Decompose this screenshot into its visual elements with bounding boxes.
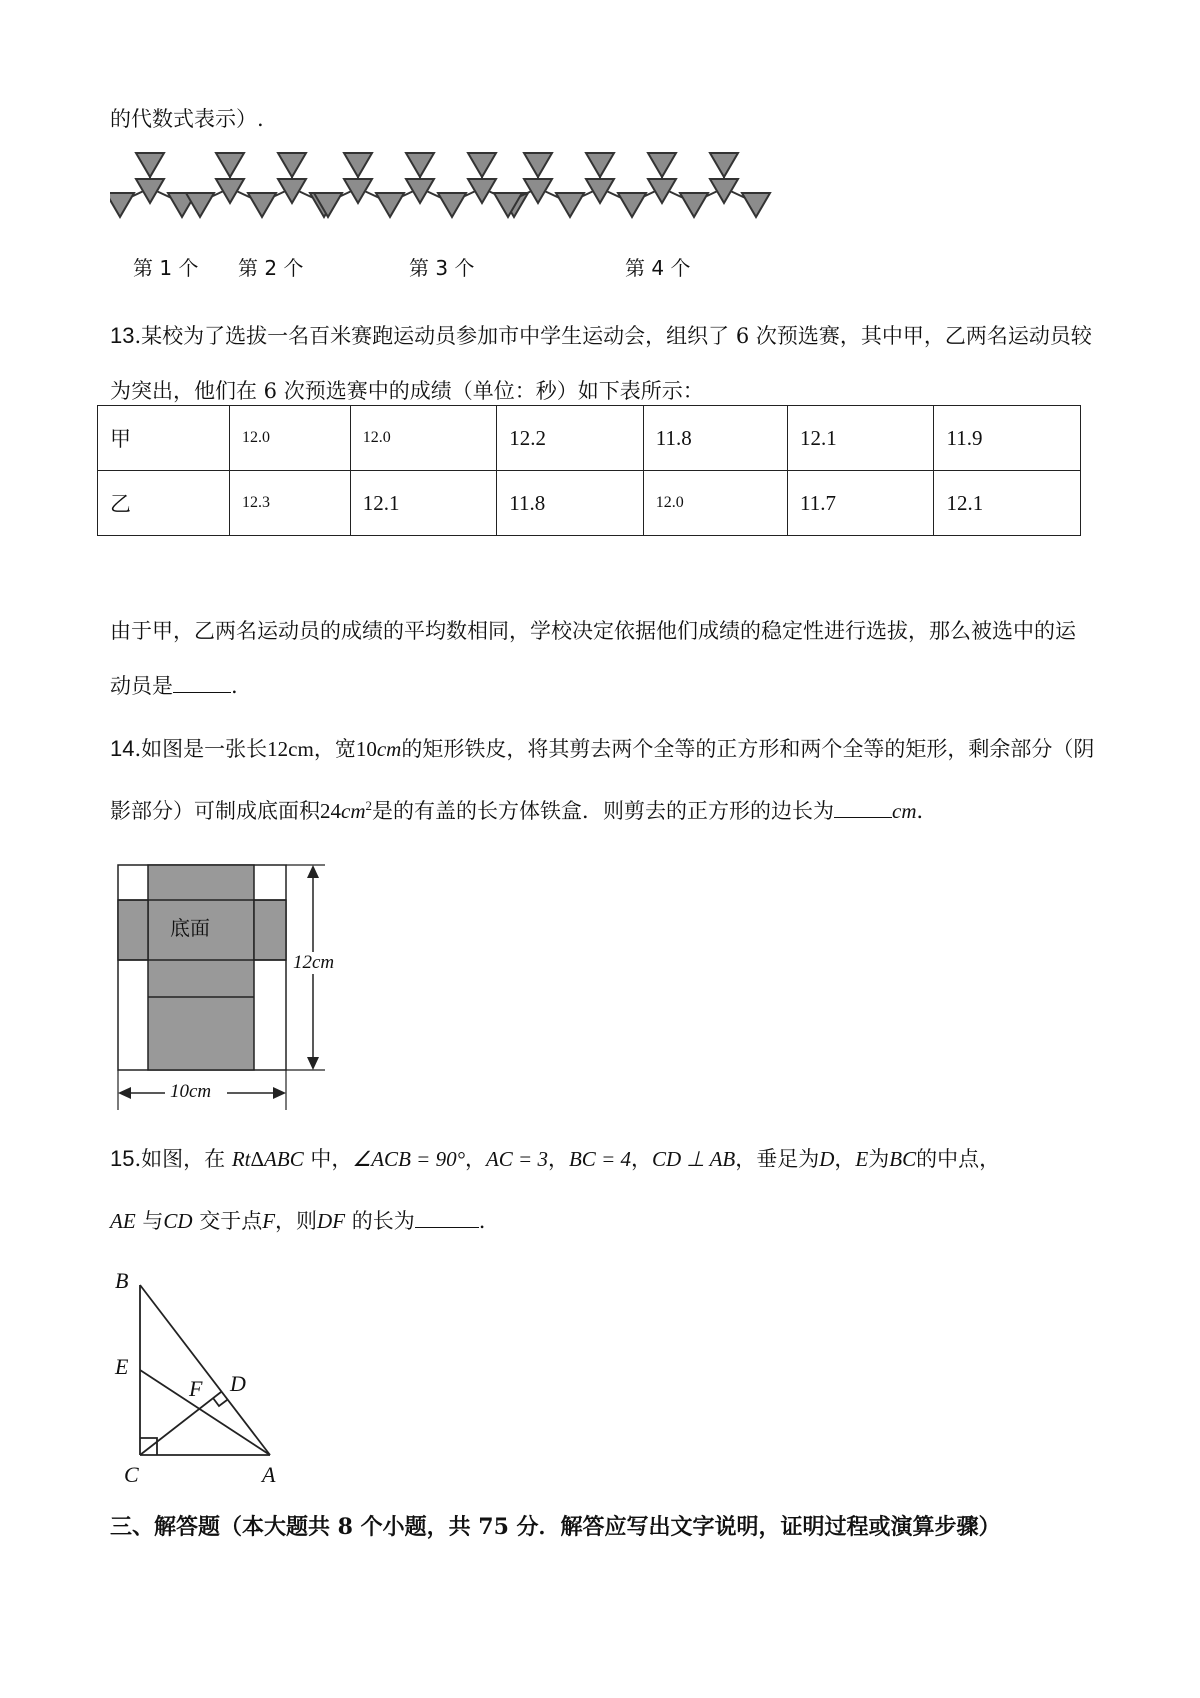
q14-area-exp: 2 bbox=[365, 798, 372, 813]
q15-d: D bbox=[819, 1147, 835, 1171]
pattern-triangle bbox=[648, 153, 676, 177]
pattern-triangle bbox=[344, 179, 372, 203]
q14-end: ． bbox=[916, 799, 938, 823]
point-e: E bbox=[115, 1354, 129, 1379]
q15-f: F bbox=[262, 1209, 276, 1233]
q15-cd: CD bbox=[163, 1209, 193, 1233]
q14-text-d: 影部分）可制成底面积 bbox=[110, 799, 320, 823]
pattern-triangle bbox=[406, 179, 434, 203]
section-heading: 三、解答题（本大题共 8 个小题，共 75 分．解答应写出文字说明，证明过程或演算步骤） bbox=[110, 1514, 1001, 1540]
q15-text-a: .如图，在 bbox=[134, 1147, 226, 1171]
q15-bc: BC = 4 bbox=[568, 1147, 631, 1171]
q15-line1: 15.如图，在 RtΔABC 中，∠ACB = 90°，AC = 3，BC = 4，CD ⊥ AB，垂足为D，E为BC的中点， bbox=[110, 1146, 1001, 1171]
iron-sheet-figure bbox=[110, 860, 360, 1115]
pattern-triangle bbox=[278, 153, 306, 177]
pattern-label-3: 第 3 个 bbox=[409, 256, 475, 280]
answer-blank bbox=[834, 799, 892, 818]
q13-line3: 由于甲，乙两名运动员的成绩的平均数相同，学校决定依据他们成绩的稳定性进行选拔，那么被选中的运 bbox=[110, 619, 1076, 643]
q14-text-a: .如图是一张长 bbox=[134, 737, 268, 761]
triangle-figure bbox=[110, 1260, 290, 1490]
q15-end: . bbox=[478, 1209, 486, 1233]
q13-line4 bbox=[110, 670, 238, 700]
pattern-triangle bbox=[468, 179, 496, 203]
pattern-triangle bbox=[710, 179, 738, 203]
point-f: F bbox=[189, 1376, 203, 1401]
width-label: 10cm bbox=[170, 1081, 212, 1102]
q15-text-g: 交于点 bbox=[199, 1209, 263, 1233]
q14-line1 bbox=[110, 733, 1094, 763]
pattern-triangle bbox=[186, 193, 214, 217]
point-d: D bbox=[230, 1371, 246, 1396]
pattern-triangle bbox=[438, 193, 466, 217]
q15-text-c: ，垂足为 bbox=[735, 1147, 820, 1171]
pattern-triangle bbox=[216, 153, 244, 177]
q15-delta: Δ bbox=[250, 1147, 265, 1171]
q15-bc2: BC bbox=[889, 1147, 917, 1171]
q13-line1-text: .某校为了选拔一名百米赛跑运动员参加市中学生运动会，组织了 6 次预选赛，其中甲，乙两名运动员较 bbox=[134, 324, 1092, 348]
q14-area: 24 bbox=[320, 799, 341, 823]
q14-text-e: 是的有盖的长方体铁盒．则剪去的正方形的边长为 bbox=[372, 799, 834, 823]
q15-df: DF bbox=[317, 1209, 346, 1233]
pattern-triangle bbox=[278, 179, 306, 203]
height-label: 12cm bbox=[293, 952, 335, 973]
base-label: 底面 bbox=[170, 916, 210, 940]
table-cell: 12.0 bbox=[350, 406, 497, 471]
q14-text-c: 的矩形铁皮，将其剪去两个全等的正方形和两个全等的矩形，剩余部分（阴 bbox=[401, 737, 1095, 761]
table-cell: 12.0 bbox=[230, 406, 351, 471]
q15-abc: ABC bbox=[264, 1147, 304, 1171]
q15-number: 15 bbox=[110, 1146, 135, 1171]
table-cell: 11.7 bbox=[787, 471, 934, 536]
point-c: C bbox=[124, 1462, 139, 1487]
pattern-triangle bbox=[216, 179, 244, 203]
pattern-label-2: 第 2 个 bbox=[238, 256, 304, 280]
answer-blank bbox=[173, 674, 231, 693]
pattern-triangle bbox=[648, 179, 676, 203]
q14-width-unit: cm bbox=[376, 737, 402, 761]
top-fragment: 的代数式表示）. bbox=[110, 107, 264, 131]
q15-text-h: ，则 bbox=[275, 1209, 318, 1233]
pattern-triangle bbox=[680, 193, 708, 217]
pattern-triangle bbox=[524, 179, 552, 203]
q15-ae: AE bbox=[110, 1209, 136, 1233]
point-a: A bbox=[262, 1462, 276, 1487]
q13-number: 13 bbox=[110, 323, 135, 348]
pattern-triangle bbox=[344, 153, 372, 177]
pattern-triangle bbox=[110, 193, 134, 217]
pattern-triangle bbox=[524, 153, 552, 177]
q15-rt: Rt bbox=[231, 1147, 251, 1171]
pattern-triangle bbox=[406, 153, 434, 177]
q15-angle: ∠ACB = 90° bbox=[352, 1147, 465, 1171]
pattern-triangle bbox=[468, 153, 496, 177]
q14-line2 bbox=[110, 795, 938, 825]
table-cell: 12.1 bbox=[787, 406, 934, 471]
q14-number: 14 bbox=[110, 736, 135, 761]
pattern-triangle bbox=[136, 179, 164, 203]
pattern-triangle bbox=[618, 193, 646, 217]
row-name: 甲 bbox=[98, 406, 230, 471]
table-row bbox=[98, 471, 1081, 536]
q15-line2 bbox=[110, 1205, 485, 1235]
pattern-triangle bbox=[742, 193, 770, 217]
q15-text-e: 的中点， bbox=[916, 1147, 1001, 1171]
pattern-triangle bbox=[248, 193, 276, 217]
score-table bbox=[97, 405, 1081, 536]
q15-text-f: 与 bbox=[142, 1209, 164, 1233]
q14-area-unit: cm bbox=[341, 799, 366, 823]
table-cell: 12.3 bbox=[230, 471, 351, 536]
pattern-triangle bbox=[586, 153, 614, 177]
q15-e: E bbox=[855, 1147, 869, 1171]
row-name: 乙 bbox=[98, 471, 230, 536]
table-cell: 12.0 bbox=[643, 471, 787, 536]
pattern-triangle bbox=[710, 153, 738, 177]
q13-line1 bbox=[110, 320, 1092, 350]
table-cell: 12.1 bbox=[934, 471, 1081, 536]
q14-width: 10 bbox=[355, 737, 377, 761]
table-cell: 11.8 bbox=[643, 406, 787, 471]
table-cell: 11.8 bbox=[497, 471, 644, 536]
q14-unit: cm bbox=[892, 799, 917, 823]
table-cell: 12.1 bbox=[350, 471, 497, 536]
q15-perp: CD ⊥ AB bbox=[652, 1147, 736, 1171]
table-cell: 11.9 bbox=[934, 406, 1081, 471]
q13-line2: 为突出，他们在 6 次预选赛中的成绩（单位：秒）如下表所示： bbox=[110, 379, 704, 403]
q15-text-b: 中， bbox=[310, 1147, 353, 1171]
point-b: B bbox=[115, 1268, 129, 1293]
pattern-label-1: 第 1 个 bbox=[133, 256, 199, 280]
q14-length: 12cm bbox=[267, 737, 314, 761]
pattern-label-4: 第 4 个 bbox=[625, 256, 691, 280]
answer-blank bbox=[415, 1209, 479, 1228]
pattern-triangle bbox=[136, 153, 164, 177]
q15-text-i: 的长为 bbox=[351, 1209, 415, 1233]
q15-text-d: 为 bbox=[868, 1147, 890, 1171]
pattern-triangle bbox=[586, 179, 614, 203]
q15-ac: AC = 3 bbox=[485, 1147, 548, 1171]
table-cell: 12.2 bbox=[497, 406, 644, 471]
q13-line4-end: . bbox=[231, 674, 238, 698]
q13-line4-text: 动员是 bbox=[110, 674, 173, 698]
q14-text-b: ，宽 bbox=[313, 737, 356, 761]
pattern-triangle bbox=[376, 193, 404, 217]
table-row bbox=[98, 406, 1081, 471]
pattern-triangle bbox=[556, 193, 584, 217]
